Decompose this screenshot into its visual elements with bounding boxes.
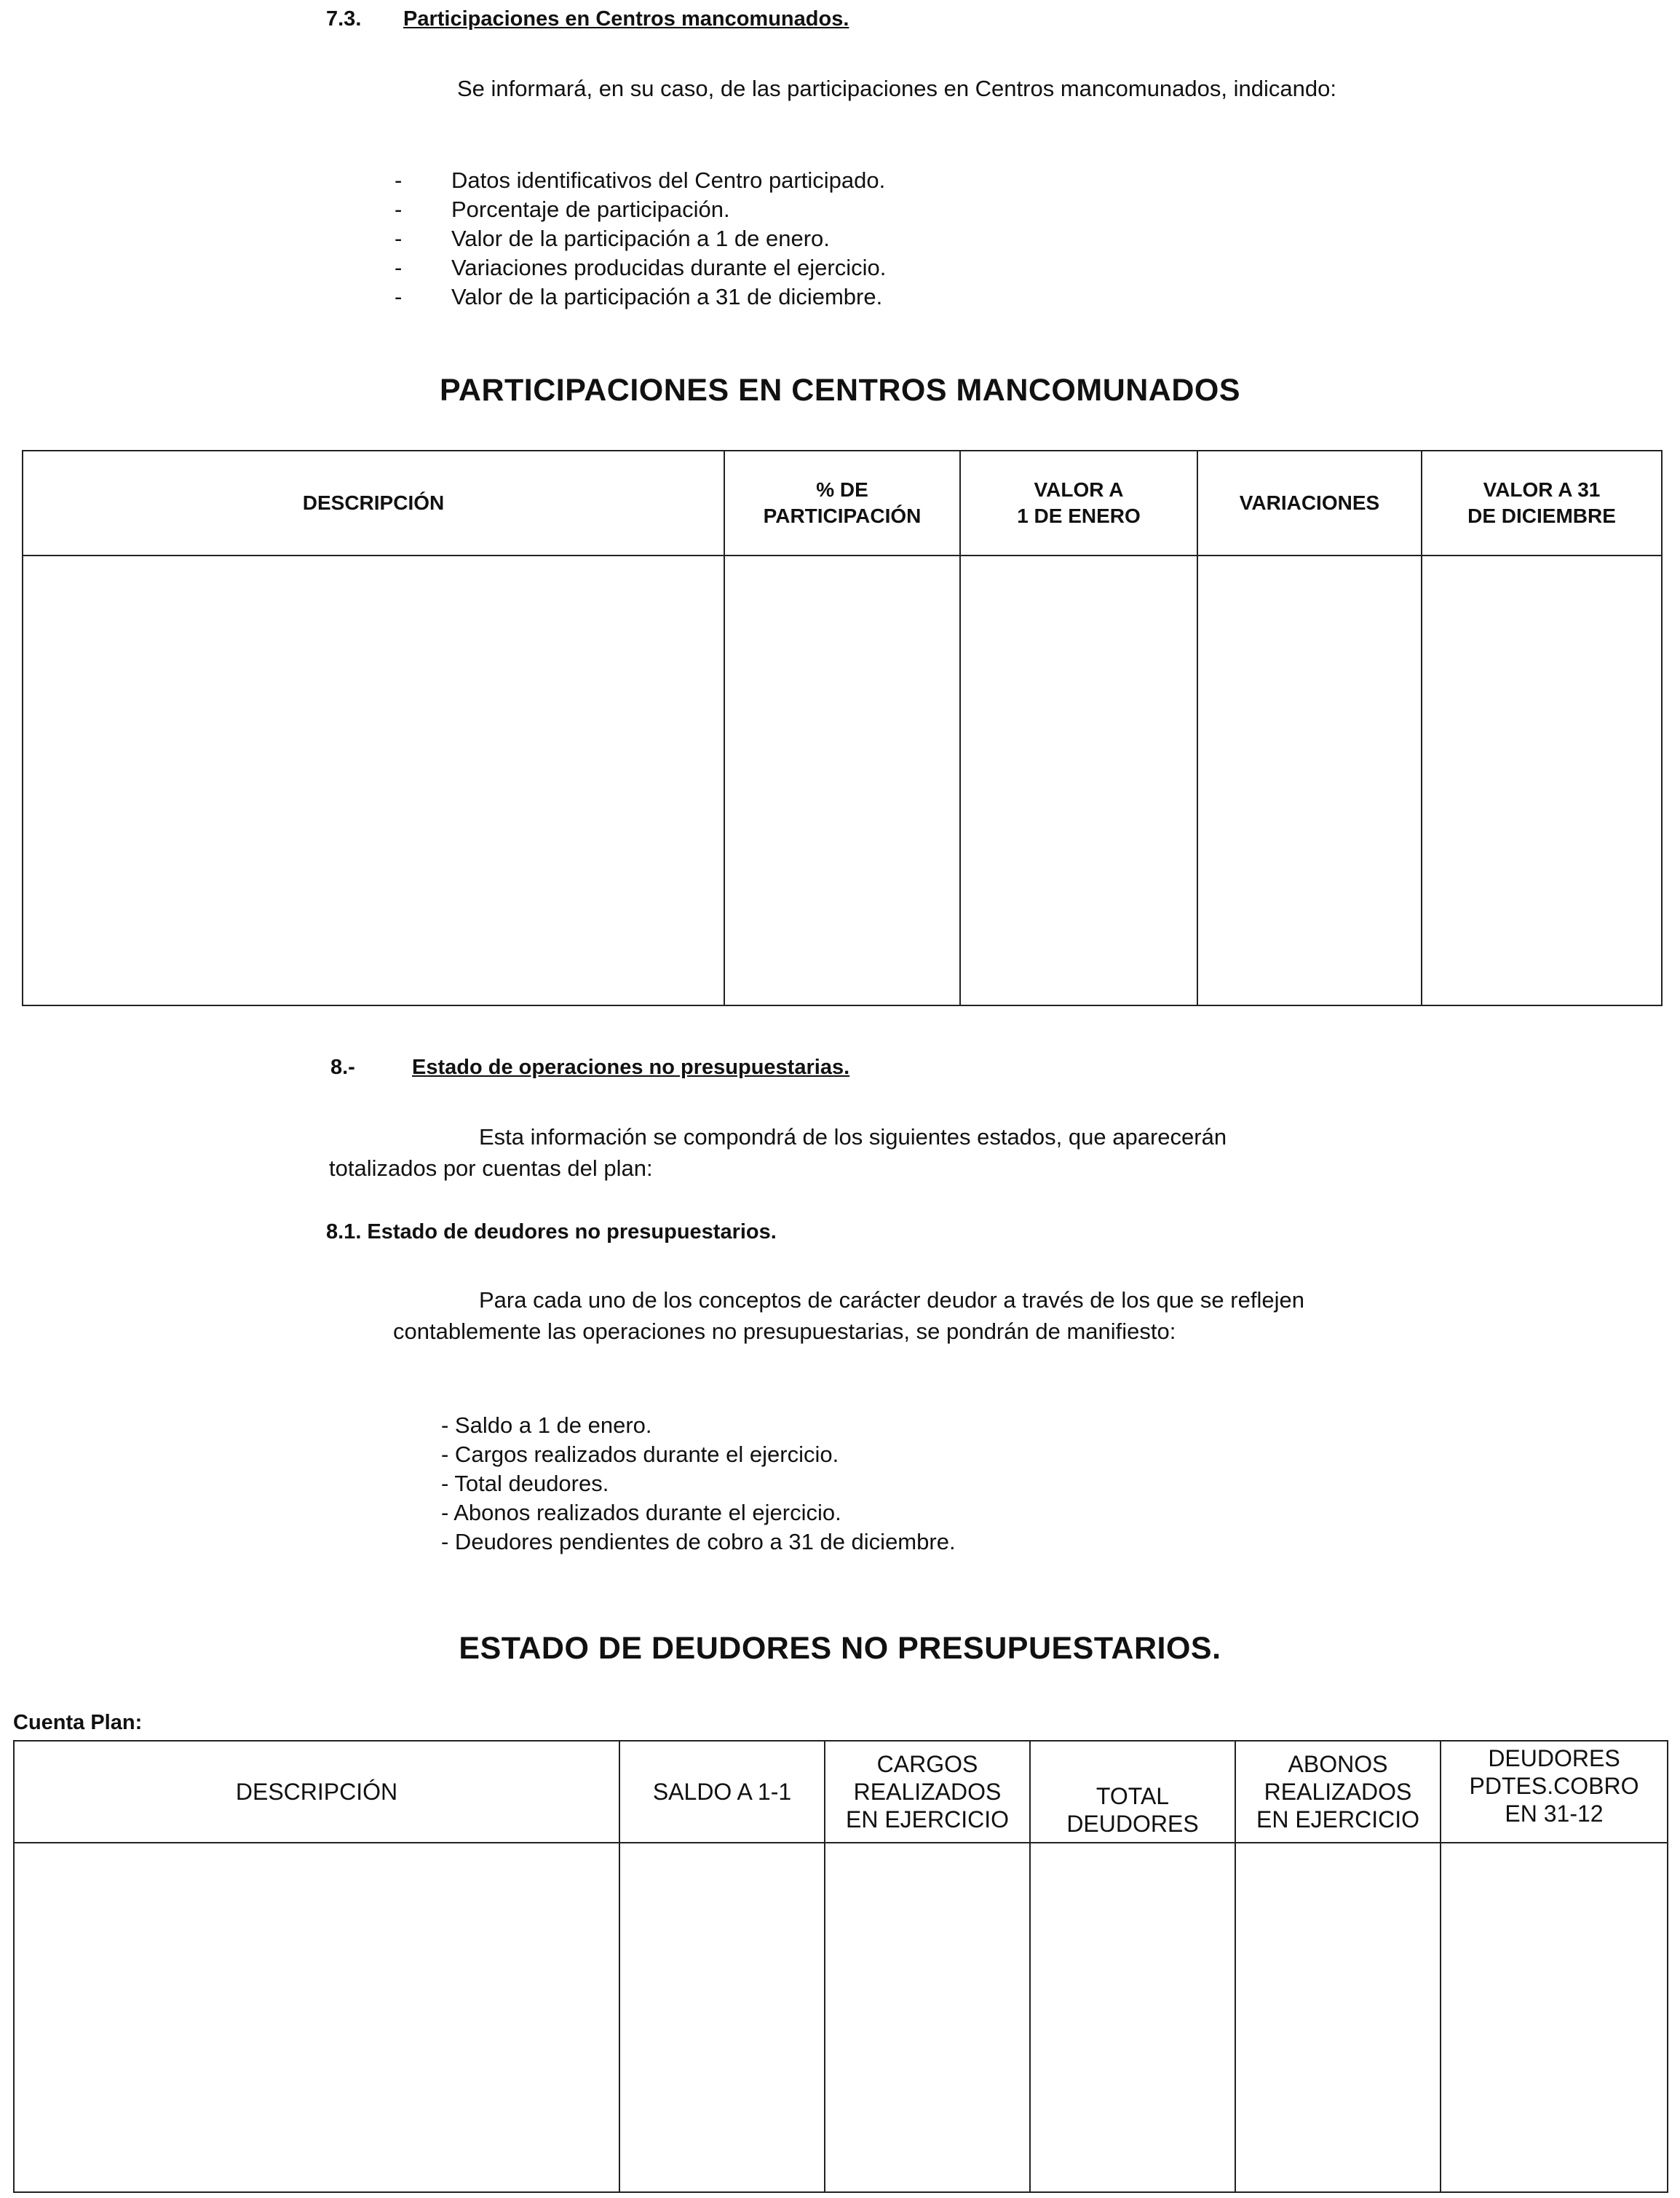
list-item: - Porcentaje de participación. bbox=[395, 197, 730, 222]
list-item: - Deudores pendientes de cobro a 31 de diciembre. bbox=[441, 1529, 956, 1554]
section-8-1-title: 8.1. Estado de deudores no presupuestarios. bbox=[326, 1220, 777, 1244]
header-porcentaje: % DE PARTICIPACIÓN bbox=[724, 451, 960, 556]
header-deudores-pendientes: DEUDORES PDTES.COBRO EN 31-12 bbox=[1441, 1741, 1668, 1843]
list-item: - Variaciones producidas durante el ejercicio. bbox=[395, 255, 887, 280]
header-valor-diciembre: VALOR A 31 DE DICIEMBRE bbox=[1422, 451, 1662, 556]
account-label: Cuenta Plan: bbox=[13, 1711, 143, 1734]
list-item: - Datos identificativos del Centro participado. bbox=[395, 167, 886, 193]
deudores-table bbox=[13, 1740, 1668, 2193]
section-8-title: Estado de operaciones no presupuestarias. bbox=[412, 1056, 850, 1079]
section-8-1-intro: Para cada uno de los conceptos de carácter deudor a través de los que se reflejen contablemente las operaciones no presupuestarias, se pondrán de manifiesto: bbox=[393, 1287, 1304, 1344]
table-cell[interactable] bbox=[14, 1843, 619, 2192]
participaciones-table bbox=[22, 450, 1663, 1006]
header-saldo: SALDO A 1-1 bbox=[619, 1741, 825, 1843]
list-item: - Saldo a 1 de enero. bbox=[441, 1412, 652, 1438]
table2-title: ESTADO DE DEUDORES NO PRESUPUESTARIOS. bbox=[459, 1631, 1221, 1666]
header-variaciones: VARIACIONES bbox=[1197, 451, 1422, 556]
table-cell[interactable] bbox=[1030, 1843, 1235, 2192]
section-7-3-title: Participaciones en Centros mancomunados. bbox=[403, 7, 849, 31]
table-cell[interactable] bbox=[1197, 556, 1422, 1005]
table-header-row bbox=[14, 1741, 1668, 1843]
header-cargos: CARGOS REALIZADOS EN EJERCICIO bbox=[825, 1741, 1030, 1843]
list-item: - Total deudores. bbox=[441, 1471, 609, 1496]
table-cell[interactable] bbox=[724, 556, 960, 1005]
section-7-3-number: 7.3. bbox=[326, 7, 362, 31]
table-cell[interactable] bbox=[1441, 1843, 1668, 2192]
header-valor-enero: VALOR A 1 DE ENERO bbox=[960, 451, 1197, 556]
table-row bbox=[14, 1843, 1668, 2192]
table-cell[interactable] bbox=[23, 556, 724, 1005]
list-item: - Cargos realizados durante el ejercicio. bbox=[441, 1442, 839, 1467]
list-item: - Valor de la participación a 1 de enero. bbox=[395, 226, 830, 251]
header-descripcion: DESCRIPCIÓN bbox=[23, 451, 724, 556]
table-cell[interactable] bbox=[1422, 556, 1662, 1005]
header-total-deudores: TOTAL DEUDORES bbox=[1030, 1741, 1235, 1843]
list-item: - Abonos realizados durante el ejercicio. bbox=[441, 1500, 841, 1525]
list-item: - Valor de la participación a 31 de diciembre. bbox=[395, 284, 883, 309]
table-cell[interactable] bbox=[825, 1843, 1030, 2192]
section-8-number: 8.- bbox=[330, 1056, 355, 1079]
header-abonos: ABONOS REALIZADOS EN EJERCICIO bbox=[1235, 1741, 1441, 1843]
section-8-1-list bbox=[441, 1411, 1315, 1557]
header-descripcion: DESCRIPCIÓN bbox=[14, 1741, 619, 1843]
table-header-row bbox=[23, 451, 1662, 556]
table1-title: PARTICIPACIONES EN CENTROS MANCOMUNADOS bbox=[439, 373, 1241, 408]
table-cell[interactable] bbox=[619, 1843, 825, 2192]
table-cell[interactable] bbox=[960, 556, 1197, 1005]
table-row bbox=[23, 556, 1662, 1005]
section-8-intro: Esta información se compondrá de los siguientes estados, que aparecerán totalizados por cuentas del plan: bbox=[329, 1124, 1227, 1181]
table-cell[interactable] bbox=[1235, 1843, 1441, 2192]
section-7-3-intro: Se informará, en su caso, de las participaciones en Centros mancomunados, indicando: bbox=[457, 76, 1336, 101]
section-7-3-list bbox=[395, 166, 1350, 312]
